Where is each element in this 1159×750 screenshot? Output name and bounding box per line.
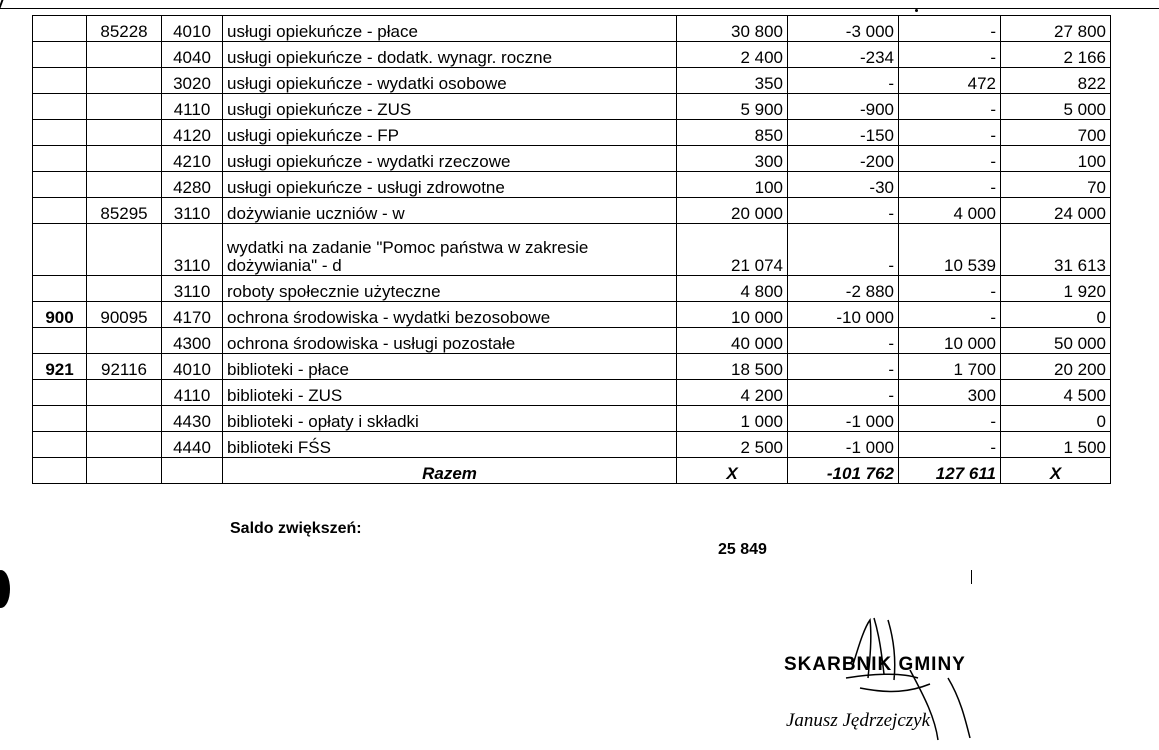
cell-rozdzial xyxy=(87,406,162,432)
table-body xyxy=(33,16,1111,484)
cell-after-change: 100 xyxy=(1001,146,1111,172)
cell-increase: - xyxy=(899,94,1001,120)
cell-after-change: 20 200 xyxy=(1001,354,1111,380)
table-row xyxy=(33,432,1111,458)
cell-increase: - xyxy=(899,406,1001,432)
cell-plan: 4 200 xyxy=(677,380,788,406)
cell-empty xyxy=(162,458,223,484)
cell-after-change: 31 613 xyxy=(1001,224,1111,276)
cell-decrease: - xyxy=(788,198,899,224)
cell-decrease: -1 000 xyxy=(788,406,899,432)
cell-rozdzial xyxy=(87,42,162,68)
cell-dzial xyxy=(33,42,87,68)
cell-decrease: -3 000 xyxy=(788,16,899,42)
cell-dzial xyxy=(33,276,87,302)
total-decrease: -101 762 xyxy=(788,458,899,484)
table-row xyxy=(33,328,1111,354)
cell-plan: 100 xyxy=(677,172,788,198)
budget-changes-table xyxy=(32,15,1111,484)
cell-rozdzial xyxy=(87,68,162,94)
table-row xyxy=(33,94,1111,120)
cell-increase: 300 xyxy=(899,380,1001,406)
cell-rozdzial: 92116 xyxy=(87,354,162,380)
cell-plan: 10 000 xyxy=(677,302,788,328)
cell-decrease: -30 xyxy=(788,172,899,198)
cell-description: dożywianie uczniów - w xyxy=(223,198,677,224)
table-row xyxy=(33,120,1111,146)
cell-rozdzial xyxy=(87,146,162,172)
total-plan: X xyxy=(677,458,788,484)
cell-dzial xyxy=(33,224,87,276)
cell-after-change: 0 xyxy=(1001,302,1111,328)
table-row xyxy=(33,406,1111,432)
cell-rozdzial xyxy=(87,120,162,146)
cell-after-change: 4 500 xyxy=(1001,380,1111,406)
cell-paragraf: 4430 xyxy=(162,406,223,432)
cell-increase: - xyxy=(899,120,1001,146)
cell-after-change: 700 xyxy=(1001,120,1111,146)
cell-description: biblioteki FŚS xyxy=(223,432,677,458)
cell-plan: 21 074 xyxy=(677,224,788,276)
cell-paragraf: 4110 xyxy=(162,94,223,120)
cell-dzial xyxy=(33,94,87,120)
table-row xyxy=(33,224,1111,276)
table-row xyxy=(33,68,1111,94)
cell-paragraf: 3110 xyxy=(162,198,223,224)
cell-increase: - xyxy=(899,302,1001,328)
cell-after-change: 27 800 xyxy=(1001,16,1111,42)
cell-paragraf: 4300 xyxy=(162,328,223,354)
cell-description: ochrona środowiska - usługi pozostałe xyxy=(223,328,677,354)
cell-dzial xyxy=(33,432,87,458)
cell-plan: 40 000 xyxy=(677,328,788,354)
cell-description: biblioteki - ZUS xyxy=(223,380,677,406)
cell-plan: 2 400 xyxy=(677,42,788,68)
cell-rozdzial xyxy=(87,94,162,120)
top-border-line xyxy=(0,8,1159,9)
table-row xyxy=(33,42,1111,68)
scan-tick-mark xyxy=(971,570,972,584)
cell-empty xyxy=(87,458,162,484)
cell-description: usługi opiekuńcze - wydatki rzeczowe xyxy=(223,146,677,172)
cell-plan: 850 xyxy=(677,120,788,146)
cell-dzial: 921 xyxy=(33,354,87,380)
total-after-change: X xyxy=(1001,458,1111,484)
cell-decrease: - xyxy=(788,224,899,276)
cell-increase: - xyxy=(899,42,1001,68)
cell-paragraf: 3020 xyxy=(162,68,223,94)
cell-plan: 300 xyxy=(677,146,788,172)
total-row xyxy=(33,458,1111,484)
table-row xyxy=(33,276,1111,302)
cell-plan: 20 000 xyxy=(677,198,788,224)
cell-after-change: 1 500 xyxy=(1001,432,1111,458)
table-row xyxy=(33,172,1111,198)
table-row xyxy=(33,146,1111,172)
cell-dzial xyxy=(33,380,87,406)
cell-description: usługi opiekuńcze - ZUS xyxy=(223,94,677,120)
cell-description: roboty społecznie użyteczne xyxy=(223,276,677,302)
cell-dzial: 900 xyxy=(33,302,87,328)
cell-paragraf: 3110 xyxy=(162,224,223,276)
cell-increase: 1 700 xyxy=(899,354,1001,380)
cell-after-change: 70 xyxy=(1001,172,1111,198)
table-row xyxy=(33,198,1111,224)
cell-after-change: 5 000 xyxy=(1001,94,1111,120)
cell-after-change: 50 000 xyxy=(1001,328,1111,354)
cell-description: usługi opiekuńcze - wydatki osobowe xyxy=(223,68,677,94)
table-row xyxy=(33,380,1111,406)
cell-description: biblioteki - płace xyxy=(223,354,677,380)
cell-description: usługi opiekuńcze - usługi zdrowotne xyxy=(223,172,677,198)
cell-increase: - xyxy=(899,16,1001,42)
cell-dzial xyxy=(33,198,87,224)
cell-paragraf: 4120 xyxy=(162,120,223,146)
cell-paragraf: 3110 xyxy=(162,276,223,302)
cell-after-change: 0 xyxy=(1001,406,1111,432)
cell-plan: 18 500 xyxy=(677,354,788,380)
cell-rozdzial xyxy=(87,380,162,406)
cell-dzial xyxy=(33,120,87,146)
cell-rozdzial: 90095 xyxy=(87,302,162,328)
cell-dzial xyxy=(33,68,87,94)
treasurer-name: Janusz Jędrzejczyk xyxy=(786,710,931,731)
total-increase: 127 611 xyxy=(899,458,1001,484)
cell-decrease: -10 000 xyxy=(788,302,899,328)
cell-increase: 10 539 xyxy=(899,224,1001,276)
cell-decrease: -234 xyxy=(788,42,899,68)
cell-decrease: -150 xyxy=(788,120,899,146)
cell-increase: - xyxy=(899,276,1001,302)
cell-paragraf: 4440 xyxy=(162,432,223,458)
cell-description: usługi opiekuńcze - dodatk. wynagr. roczne xyxy=(223,42,677,68)
cell-plan: 5 900 xyxy=(677,94,788,120)
cell-decrease: - xyxy=(788,354,899,380)
table-row xyxy=(33,354,1111,380)
cell-description: ochrona środowiska - wydatki bezosobowe xyxy=(223,302,677,328)
cell-dzial xyxy=(33,406,87,432)
cell-after-change: 2 166 xyxy=(1001,42,1111,68)
cell-rozdzial xyxy=(87,328,162,354)
saldo-label: Saldo zwiększeń: xyxy=(230,520,362,537)
cell-after-change: 822 xyxy=(1001,68,1111,94)
cell-increase: 472 xyxy=(899,68,1001,94)
cell-increase: - xyxy=(899,172,1001,198)
cell-plan: 2 500 xyxy=(677,432,788,458)
scan-corner-mark xyxy=(0,0,9,8)
cell-rozdzial xyxy=(87,432,162,458)
cell-description: wydatki na zadanie "Pomoc państwa w zakresie dożywiania" - d xyxy=(223,224,677,276)
cell-paragraf: 4110 xyxy=(162,380,223,406)
cell-decrease: -2 880 xyxy=(788,276,899,302)
cell-dzial xyxy=(33,16,87,42)
table-row xyxy=(33,302,1111,328)
cell-decrease: -200 xyxy=(788,146,899,172)
treasurer-title: SKARBNIK GMINY xyxy=(784,654,966,675)
cell-description: usługi opiekuńcze - FP xyxy=(223,120,677,146)
total-label: Razem xyxy=(223,458,677,484)
cell-dzial xyxy=(33,172,87,198)
cell-dzial xyxy=(33,146,87,172)
scan-dot xyxy=(915,9,918,12)
cell-paragraf: 4280 xyxy=(162,172,223,198)
cell-rozdzial xyxy=(87,172,162,198)
cell-paragraf: 4010 xyxy=(162,16,223,42)
cell-paragraf: 4010 xyxy=(162,354,223,380)
cell-after-change: 1 920 xyxy=(1001,276,1111,302)
cell-description: usługi opiekuńcze - płace xyxy=(223,16,677,42)
cell-increase: 4 000 xyxy=(899,198,1001,224)
cell-rozdzial xyxy=(87,276,162,302)
cell-rozdzial xyxy=(87,224,162,276)
cell-decrease: - xyxy=(788,328,899,354)
cell-decrease: - xyxy=(788,68,899,94)
cell-paragraf: 4040 xyxy=(162,42,223,68)
cell-increase: - xyxy=(899,146,1001,172)
cell-plan: 350 xyxy=(677,68,788,94)
cell-after-change: 24 000 xyxy=(1001,198,1111,224)
scan-punch-hole xyxy=(0,570,10,608)
saldo-value: 25 849 xyxy=(718,541,767,558)
cell-paragraf: 4210 xyxy=(162,146,223,172)
cell-plan: 1 000 xyxy=(677,406,788,432)
cell-increase: 10 000 xyxy=(899,328,1001,354)
cell-decrease: - xyxy=(788,380,899,406)
cell-dzial xyxy=(33,328,87,354)
cell-plan: 4 800 xyxy=(677,276,788,302)
cell-decrease: -900 xyxy=(788,94,899,120)
cell-description: biblioteki - opłaty i składki xyxy=(223,406,677,432)
table-row xyxy=(33,16,1111,42)
cell-decrease: -1 000 xyxy=(788,432,899,458)
cell-rozdzial: 85295 xyxy=(87,198,162,224)
cell-rozdzial: 85228 xyxy=(87,16,162,42)
cell-plan: 30 800 xyxy=(677,16,788,42)
cell-empty xyxy=(33,458,87,484)
cell-increase: - xyxy=(899,432,1001,458)
cell-paragraf: 4170 xyxy=(162,302,223,328)
